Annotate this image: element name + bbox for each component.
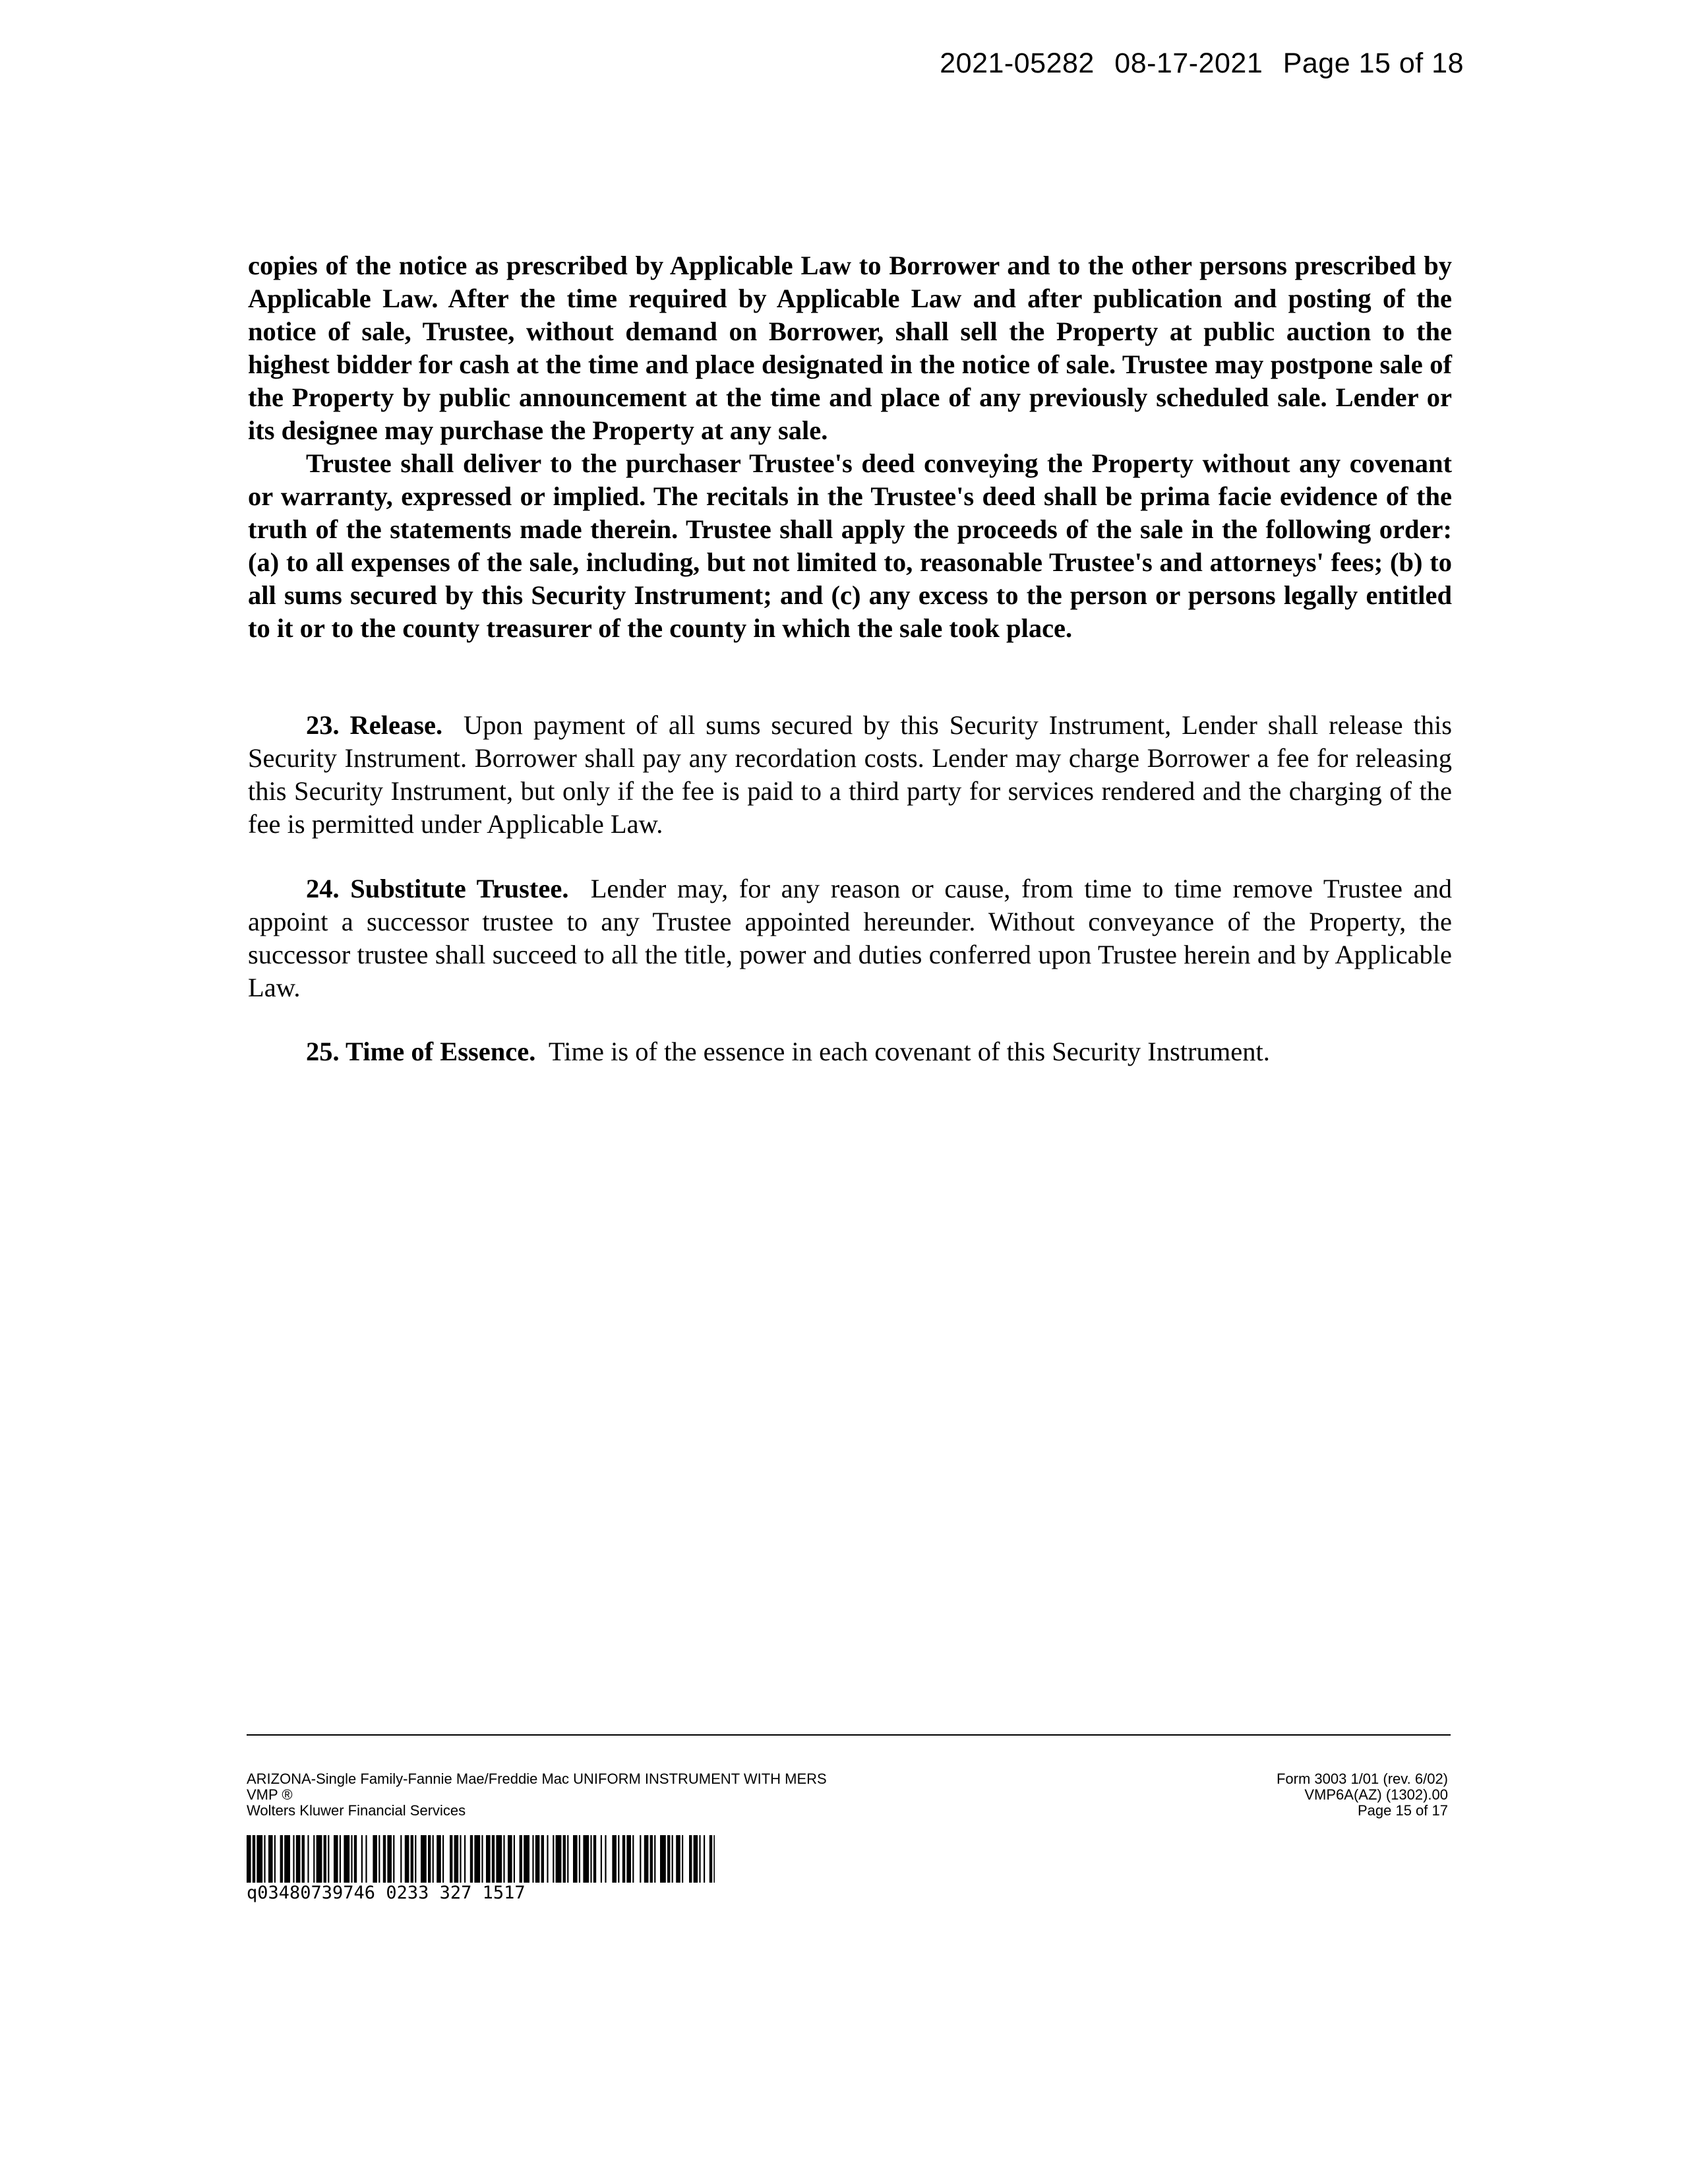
barcode-bar (307, 1835, 309, 1883)
barcode-bar (302, 1835, 305, 1883)
barcode-bar (486, 1835, 491, 1883)
barcode-bar (454, 1835, 459, 1883)
barcode-bar (640, 1835, 641, 1883)
barcode-bar (470, 1835, 473, 1883)
footer-form-title: ARIZONA-Single Family-Fannie Mae/Freddie Mac UNIFORM INSTRUMENT WITH MERS (247, 1771, 827, 1787)
barcode-bar (573, 1835, 578, 1883)
barcode-bar (553, 1835, 554, 1883)
barcode-bar (605, 1835, 606, 1883)
recording-date: 08-17-2021 (1114, 47, 1263, 79)
barcode-bar (524, 1835, 529, 1883)
barcode-bar (293, 1835, 294, 1883)
barcode-bar (601, 1835, 602, 1883)
barcode-bar (268, 1835, 273, 1883)
barcode-bar (583, 1835, 589, 1883)
barcode-bar (474, 1835, 480, 1883)
barcode-bar (547, 1835, 548, 1883)
barcode-bar (411, 1835, 413, 1883)
barcode-bar (704, 1835, 705, 1883)
barcode-number: q03480739746 0233 327 1517 (247, 1883, 526, 1903)
barcode-bar (284, 1835, 290, 1883)
barcode-bar (650, 1835, 653, 1883)
barcode-bar (593, 1835, 596, 1883)
barcode-bar (433, 1835, 434, 1883)
barcode-bar (256, 1835, 262, 1883)
bold-paragraph-trustee-deed: Trustee shall deliver to the purchaser Trustee's deed conveying the Property without any covenant or warranty, expressed or implied. The recitals in the Trustee's deed shall be prima facie evidence of the truth of the statements made therein. Trustee shall apply the proceeds of the sale in the following order: (a) to all expenses of the sale, including, but not limited to, reasonable Trustee's and attorneys' fees; (b) to all sums secured by this Security Instrument; and (c) any excess to the person or persons legally entitled to it or to the county treasurer of the county in which the sale took place. (248, 448, 1452, 643)
barcode-bar (563, 1835, 566, 1883)
barcode-bar (421, 1835, 427, 1883)
barcode-bar (481, 1835, 483, 1883)
footer-divider (247, 1734, 1451, 1736)
barcode-bar (393, 1835, 394, 1883)
barcode-bar (378, 1835, 380, 1883)
section-text: Time is of the essence in each covenant of this Security Instrument. (548, 1037, 1270, 1066)
barcode-bar (556, 1835, 562, 1883)
barcode-bar (450, 1835, 452, 1883)
barcode-bar (713, 1835, 715, 1883)
barcode-bar (644, 1835, 649, 1883)
barcode-bar (626, 1835, 631, 1883)
footer-form-number: Form 3003 1/01 (rev. 6/02) (1276, 1771, 1448, 1787)
barcode-bar (280, 1835, 283, 1883)
barcode-bar (579, 1835, 580, 1883)
footer-vmp: VMP ® (247, 1786, 293, 1803)
section-heading: 25. Time of Essence. (306, 1037, 536, 1066)
barcode-bar (344, 1835, 349, 1883)
barcode-bar (316, 1835, 322, 1883)
barcode-bar (464, 1835, 466, 1883)
barcode-bar (340, 1835, 341, 1883)
barcode-bar (618, 1835, 619, 1883)
section-heading: 23. Release. (306, 710, 443, 740)
barcode-bar (590, 1835, 591, 1883)
barcode-bar (334, 1835, 338, 1883)
barcode-bar (503, 1835, 504, 1883)
barcode-bar (460, 1835, 461, 1883)
barcode-bar (541, 1835, 544, 1883)
barcode-bar (373, 1835, 377, 1883)
section-text: Lender may, for any reason or cause, from time to time remove Trustee and appoint a successor trustee to any Trustee appointed hereunder. Without conveyance of the Property, the successor trustee shall succeed to all the title, power and duties conferred upon Trustee herein and by Applicable Law. (248, 874, 1452, 1002)
barcode-bar (442, 1835, 444, 1883)
barcode-bar (383, 1835, 386, 1883)
barcode-bar (660, 1835, 666, 1883)
barcode-bar (676, 1835, 680, 1883)
barcode-bar (709, 1835, 712, 1883)
barcode-bar (405, 1835, 409, 1883)
barcode-bar (387, 1835, 392, 1883)
barcode-bar (622, 1835, 625, 1883)
barcode-bar (682, 1835, 683, 1883)
section-heading: 24. Substitute Trustee. (306, 874, 569, 903)
recording-number: 2021-05282 (940, 47, 1095, 79)
barcode-bar (667, 1835, 670, 1883)
barcode-bar (508, 1835, 512, 1883)
footer-form-number-block (1277, 1771, 1448, 1819)
recording-header (940, 47, 1464, 80)
barcode-bar (492, 1835, 495, 1883)
barcode-bar (672, 1835, 673, 1883)
bold-paragraph-sale-procedure: copies of the notice as prescribed by Applicable Law to Borrower and to the other persons prescribed by Applicable Law. After the time required by Applicable Law and after publication and posting of the notice of sale, Trustee, without demand on Borrower, shall sell the Property at public auction to the highest bidder for cash at the time and place designated in the notice of sale. Trustee may postpone sale of the Property by public announcement at the time and place of any previously scheduled sale. Lender or its designee may purchase the Property at any sale. (248, 251, 1452, 445)
barcode-bar (365, 1835, 367, 1883)
barcode-bar (632, 1835, 634, 1883)
barcode-bar (532, 1835, 533, 1883)
barcode-bar (313, 1835, 315, 1883)
section-24-substitute-trustee (248, 872, 1452, 1004)
barcode-bar (520, 1835, 522, 1883)
footer-form-code: VMP6A(AZ) (1302).00 (1304, 1786, 1448, 1803)
barcode-bar (654, 1835, 655, 1883)
barcode-bar (535, 1835, 540, 1883)
barcode-bar (699, 1835, 700, 1883)
barcode-bar (694, 1835, 698, 1883)
barcode-bar (274, 1835, 276, 1883)
barcode-bar (437, 1835, 441, 1883)
barcode-bar (496, 1835, 502, 1883)
barcode-bar (296, 1835, 301, 1883)
barcode-bar (351, 1835, 352, 1883)
section-23-release (248, 709, 1452, 841)
barcode-bar (253, 1835, 255, 1883)
section-22-continuation (248, 249, 1452, 645)
barcode-bar (354, 1835, 357, 1883)
barcode-bar (428, 1835, 431, 1883)
barcode-bar (514, 1835, 515, 1883)
footer-form-info (247, 1771, 827, 1819)
barcode-bar (415, 1835, 416, 1883)
section-25-time-of-essence (248, 1035, 1452, 1068)
barcode-bar (324, 1835, 326, 1883)
section-text: Upon payment of all sums secured by this Security Instrument, Lender shall release this Security Instrument. Borrower shall pay any recordation costs. Lender may charge Borrower a fee for releasing this Security Instrument, but only if the fee is paid to a third party for services rendered and the charging of the fee is permitted under Applicable Law. (248, 710, 1452, 839)
barcode-bar (567, 1835, 568, 1883)
barcode-bar (361, 1835, 363, 1883)
footer-form-page: Page 15 of 17 (1357, 1802, 1448, 1819)
barcode-bar (689, 1835, 692, 1883)
barcode-bar (264, 1835, 265, 1883)
footer-publisher: Wolters Kluwer Financial Services (247, 1802, 466, 1819)
barcode-bar (400, 1835, 402, 1883)
recording-page-label: Page 15 of 18 (1282, 47, 1464, 79)
barcode-bar (247, 1835, 251, 1883)
barcode-image (247, 1835, 715, 1883)
barcode-bar (612, 1835, 617, 1883)
barcode-bar (328, 1835, 329, 1883)
